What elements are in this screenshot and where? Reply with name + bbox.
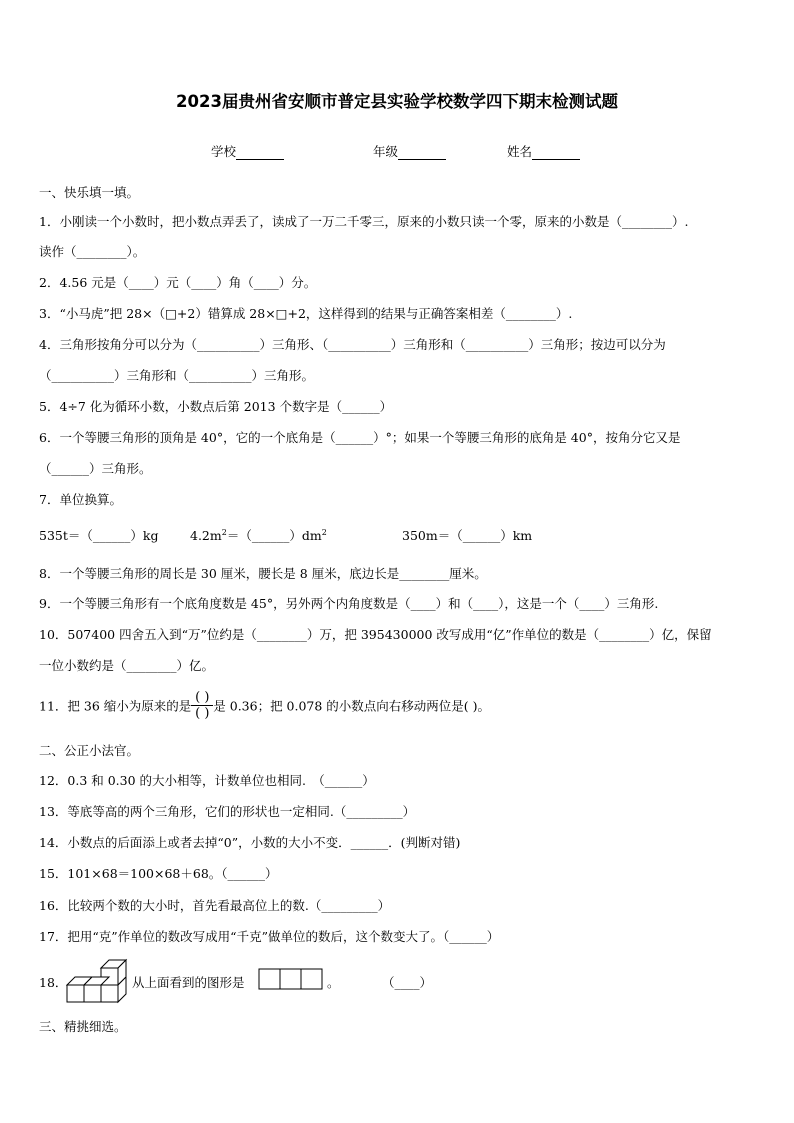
question-11-pre: 11．把 36 缩小为原来的是 [39,698,192,714]
question-11 [39,690,490,721]
question-6-line-2: （______）三角形。 [39,461,152,476]
question-17: 17．把用“克”作单位的数改写成用“千克”做单位的数后，这个数变大了。（______） [39,929,500,944]
fraction [191,690,213,721]
area-exponent: 2 [221,527,227,537]
question-7-item-b [190,526,327,544]
question-16: 16．比较两个数的大小时，首先看最高位上的数.（_________） [39,898,391,913]
question-7-item-c: 350m＝（______）km [402,528,533,543]
question-18-text: 从上面看到的图形是 [132,975,245,990]
question-4-line-1: 4．三角形按角分可以分为（__________）三角形、（__________）三角形和（__________）三角形；按边可以分为 [39,337,666,352]
question-10-line-1: 10．507400 四舍五入到“万”位约是（________）万，把 395430000 改写成用“亿”作单位的数是（________）亿，保留 [39,627,712,642]
page-title: 2023届贵州省安顺市普定县实验学校数学四下期末检测试题 [176,92,618,111]
question-7-item-a: 535t＝（______）kg [39,528,159,543]
grade-field [373,142,446,160]
question-6-line-1: 6．一个等腰三角形的顶角是 40°，它的一个底角是（______）°；如果一个等腰三角形的底角是 40°，按角分它又是 [39,430,681,445]
top-view-figure [258,968,324,990]
fraction-denominator: ( ) [195,706,210,721]
question-5: 5．4÷7 化为循环小数，小数点后第 2013 个数字是（______） [39,399,393,414]
area-value: 4.2m [190,528,222,543]
question-2: 2．4.56 元是（____）元（____）角（____）分。 [39,275,317,290]
name-blank[interactable] [532,146,580,160]
question-15: 15．101×68＝100×68＋68。（______） [39,866,278,881]
section-1-heading: 一、快乐填一填。 [39,185,140,200]
cube-stack-figure [66,955,132,1005]
grade-blank[interactable] [398,146,446,160]
question-18-end: 。 [327,975,340,990]
section-2-heading: 二、公正小法官。 [39,743,140,758]
question-14: 14．小数点的后面添上或者去掉“0”，小数的大小不变．______．(判断对错) [39,835,461,850]
school-blank[interactable] [236,146,284,160]
grade-label: 年级 [373,144,399,159]
school-field [211,142,284,160]
school-label: 学校 [211,144,237,159]
question-9: 9．一个等腰三角形有一个底角度数是 45°，另外两个内角度数是（____）和（____），这是一个（____）三角形. [39,596,659,611]
section-3-heading: 三、精挑细选。 [39,1019,127,1034]
question-13: 13．等底等高的两个三角形，它们的形状也一定相同.（_________） [39,804,416,819]
question-1-line-1: 1．小刚读一个小数时，把小数点弄丢了，读成了一万二千零三，原来的小数只读一个零，原来的小数是（________）. [39,214,689,229]
question-7: 7．单位换算。 [39,492,122,507]
question-11-post: 是 0.36；把 0.078 的小数点向右移动两位是( )。 [213,698,491,714]
area-conversion: ＝（______）dm [226,528,322,543]
name-label: 姓名 [507,144,533,159]
question-3: 3．“小马虎”把 28×（□+2）错算成 28×□+2，这样得到的结果与正确答案相差（________）. [39,306,573,321]
question-18-number: 18． [39,975,68,990]
name-field [507,142,580,160]
area-exponent-2: 2 [321,527,327,537]
question-10-line-2: 一位小数约是（________）亿。 [39,658,215,673]
question-4-line-2: （__________）三角形和（__________）三角形。 [39,368,315,383]
question-12: 12．0.3 和 0.30 的大小相等，计数单位也相同. （______） [39,773,375,788]
fraction-numerator: ( ) [195,690,210,705]
question-8: 8．一个等腰三角形的周长是 30 厘米，腰长是 8 厘米，底边长是________厘米。 [39,566,487,581]
question-1-line-2: 读作（________）。 [39,244,146,259]
question-18-answer: （____） [382,975,433,990]
